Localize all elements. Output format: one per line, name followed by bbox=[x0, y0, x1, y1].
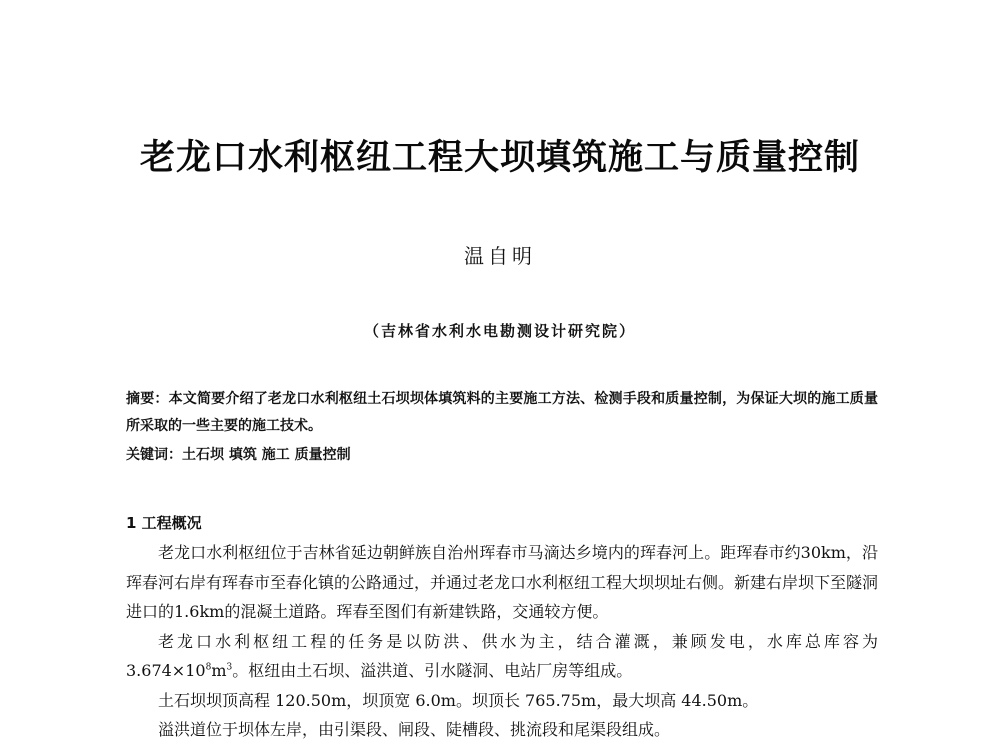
unit-m: m bbox=[211, 661, 227, 680]
exponent-8: 8 bbox=[205, 662, 212, 673]
author-name: 温自明 bbox=[464, 244, 536, 268]
keywords-text: 土石坝 填筑 施工 质量控制 bbox=[182, 447, 351, 463]
paragraph-location: 老龙口水利枢纽位于吉林省延边朝鲜族自治州珲春市马滴达乡境内的珲春河上。距珲春市约30km，沿珲春河右岸有珲春市至春化镇的公路通过，并通过老龙口水利枢纽工程大坝坝址右侧。新建右岸坝下至隧洞进口的1.6km的混凝土道路。珲春至图们有新建铁路，交通较方便。 bbox=[126, 543, 879, 621]
paper-title: 老龙口水利枢纽工程大坝填筑施工与质量控制 bbox=[139, 138, 860, 178]
paragraph-purpose bbox=[126, 627, 878, 686]
section-body bbox=[126, 538, 878, 745]
paragraph-purpose-lead: 老龙口水利枢纽工程的任务是以防洪、供水为主，结合灌溉，兼顾发电，水库总库容为 3.674×10 bbox=[126, 631, 878, 680]
abstract-text: 本文简要介绍了老龙口水利枢纽土石坝坝体填筑料的主要施工方法、检测手段和质量控制，为保证大坝的施工质量所采取的一些主要的施工技术。 bbox=[126, 391, 878, 434]
keywords-label: 关键词： bbox=[126, 447, 182, 463]
author-affiliation: （吉林省水利水电勘测设计研究院） bbox=[363, 322, 636, 340]
exponent-3: 3 bbox=[226, 662, 233, 673]
section-heading: 1 工程概况 bbox=[126, 514, 202, 532]
paragraph-spillway: 溢洪道位于坝体左岸，由引渠段、闸段、陡槽段、挑流段和尾渠段组成。 bbox=[158, 720, 671, 739]
abstract-label: 摘要： bbox=[126, 391, 169, 407]
paragraph-purpose-tail: 。枢纽由土石坝、溢洪道、引水隧洞、电站厂房等组成。 bbox=[232, 661, 633, 680]
keywords bbox=[126, 444, 878, 464]
paragraph-dam-dimensions: 土石坝坝顶高程 120.50m，坝顶宽 6.0m。坝顶长 765.75m，最大坝高 44.50m。 bbox=[158, 690, 759, 710]
abstract bbox=[126, 386, 878, 440]
